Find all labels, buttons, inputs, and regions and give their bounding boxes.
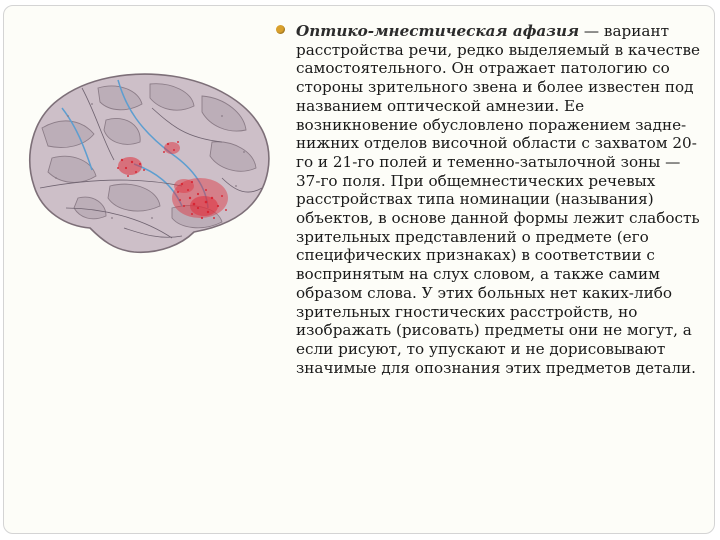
slide-frame xyxy=(3,5,715,534)
bullet-icon xyxy=(276,25,285,34)
term-heading: Оптико-мнестическая афазия xyxy=(296,22,580,40)
brain-lesion-map-icon xyxy=(22,68,272,260)
term-definition: — вариант расстройства речи, редко выделяемый в качестве самостоятельного. Он отражает патологию со стороны зрительного звена и более известен под названием оптической амнезии. Ее возникновение обусловлено поражением задне-нижних отделов височной области с захватом 20-го и 21-го полей и теменно-затылочной зоны — 37-го поля. При общемнестических речевых расстройствах типа номинации (называния) объектов, в основе данной формы лежит слабость зрительных представлений о предмете (его специфических признаках) в соответствии с воспринятым на слух словом, а также самим образом слова. У этих больных нет каких-либо зрительных гностических расстройств, но изображать (рисовать) предметы они не могут, а если рисуют, то упускают и не дорисовывают значимые для опознания этих предметов детали. xyxy=(296,22,701,377)
slide-text-block xyxy=(276,22,716,377)
slide-paragraph xyxy=(276,22,708,377)
